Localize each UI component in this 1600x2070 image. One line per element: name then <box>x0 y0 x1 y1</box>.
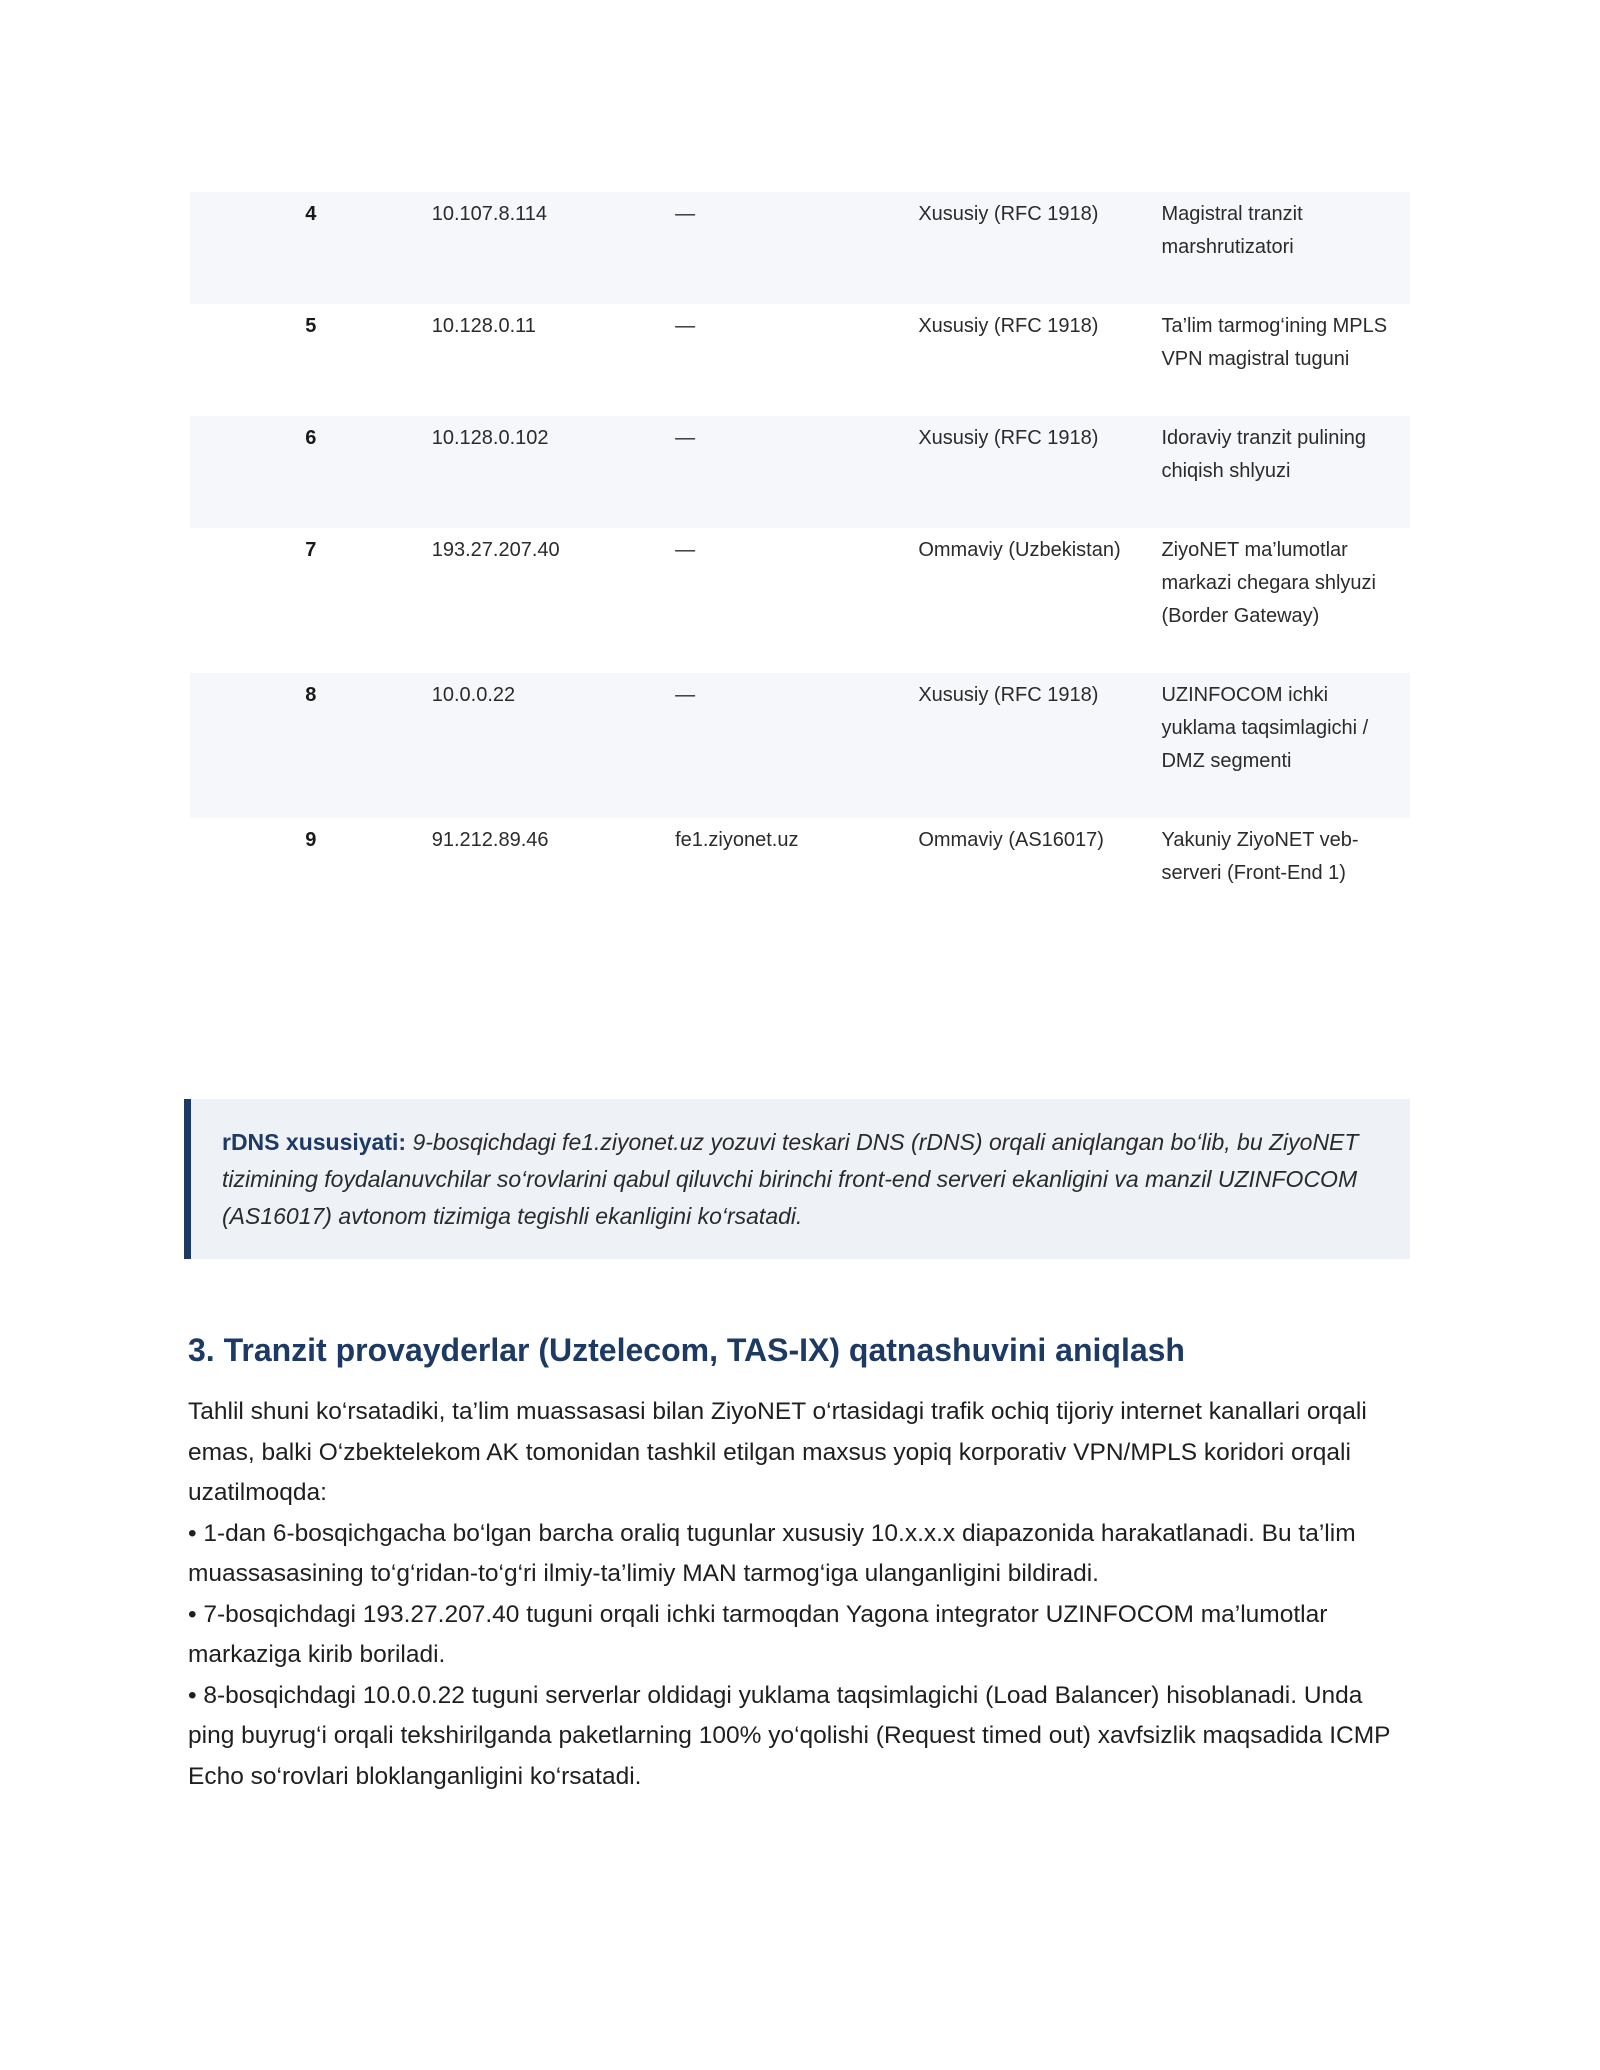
ip-cell: 193.27.207.40 <box>431 539 560 561</box>
role-cell: Idoraviy tranzit pulining chiqish shlyuzi <box>1161 416 1410 528</box>
ip-cell: 10.107.8.114 <box>432 192 675 304</box>
host-cell: fe1.ziyonet.uz <box>675 829 799 851</box>
step-cell: 9 <box>305 829 317 851</box>
role-cell: ZiyoNET ma’lumotlar markazi chegara shlyuzi (Border Gateway) <box>1161 539 1376 627</box>
step-cell: 4 <box>190 192 432 304</box>
host-cell: — <box>675 192 918 304</box>
host-cell: — <box>675 673 918 818</box>
role-cell: UZINFOCOM ichki yuklama taqsimlagichi / DMZ segmenti <box>1161 673 1410 818</box>
ip-cell: 10.0.0.22 <box>432 673 675 818</box>
role-cell: Yakuniy ZiyoNET veb-serveri (Front-End 1) <box>1161 829 1359 884</box>
type-cell: Ommaviy (Uzbekistan) <box>918 539 1121 561</box>
table-row <box>190 818 1410 930</box>
section-body <box>188 1392 1413 1797</box>
ip-cell: 10.128.0.102 <box>432 416 675 528</box>
table-row <box>190 416 1410 528</box>
bullet-item: • 8-bosqichdagi 10.0.0.22 tuguni serverlar oldidagi yuklama taqsimlagichi (Load Balancer) hisoblanadi. Unda ping buyrug‘i orqali tekshirilganda paketlarning 100% yo‘qolishi (Request timed out) xavfsizlik maqsadida ICMP Echo so‘rovlari bloklanganligini ko‘rsatadi. <box>188 1681 1391 1790</box>
type-cell: Xususiy (RFC 1918) <box>918 315 1099 337</box>
bullet-item: • 7-bosqichdagi 193.27.207.40 tuguni orqali ichki tarmoqdan Yagona integrator UZINFOCOM ma’lumotlar markaziga kirib boriladi. <box>188 1600 1328 1668</box>
section-heading: 3. Tranzit provayderlar (Uztelecom, TAS-IX) qatnashuvini aniqlash <box>188 1332 1185 1368</box>
type-cell: Xususiy (RFC 1918) <box>918 192 1161 304</box>
type-cell: Xususiy (RFC 1918) <box>918 416 1161 528</box>
step-cell: 8 <box>190 673 432 818</box>
host-cell: — <box>675 315 696 337</box>
note-text: 9-bosqichdagi fe1.ziyonet.uz yozuvi teskari DNS (rDNS) orqali aniqlangan bo‘lib, bu ZiyoNET tizimining foydalanuvchilar so‘rovlarini qabul qiluvchi birinchi front-end serveri ekanligini va manzil UZINFOCOM (AS16017) avtonom tizimiga tegishli ekanligini ko‘rsatadi. <box>222 1129 1359 1229</box>
step-cell: 7 <box>305 539 317 561</box>
type-cell: Ommaviy (AS16017) <box>918 829 1104 851</box>
table-row <box>190 673 1410 818</box>
table-row <box>190 528 1410 673</box>
table-row <box>190 192 1410 304</box>
step-cell: 6 <box>190 416 432 528</box>
role-cell: Magistral tranzit marshrutizatori <box>1161 192 1410 304</box>
role-cell: Ta’lim tarmog‘ining MPLS VPN magistral tuguni <box>1161 315 1388 370</box>
ip-cell: 91.212.89.46 <box>431 829 549 851</box>
type-cell: Xususiy (RFC 1918) <box>918 673 1161 818</box>
bullet-item: • 1-dan 6-bosqichgacha bo‘lgan barcha oraliq tugunlar xususiy 10.x.x.x diapazonida harakatlanadi. Bu ta’lim muassasasining to‘g‘ridan-to‘g‘ri ilmiy-ta’limiy MAN tarmog‘iga ulanganligini bildiradi. <box>188 1519 1356 1587</box>
section-intro: Tahlil shuni ko‘rsatadiki, ta’lim muassasasi bilan ZiyoNET o‘rtasidagi trafik ochiq tijoriy internet kanallari orqali emas, balki O‘zbektelekom AK tomonidan tashkil etilgan maxsus yopiq korporativ VPN/MPLS koridori orqali uzatilmoqda: <box>188 1398 1367 1506</box>
step-cell: 5 <box>305 315 317 337</box>
rdns-note-box <box>184 1099 1410 1259</box>
note-label: rDNS xususiyati: <box>222 1129 413 1155</box>
table-row <box>190 304 1410 416</box>
host-cell: — <box>675 539 696 561</box>
ip-cell: 10.128.0.11 <box>431 315 536 337</box>
host-cell: — <box>675 416 918 528</box>
hop-table <box>190 192 1410 930</box>
